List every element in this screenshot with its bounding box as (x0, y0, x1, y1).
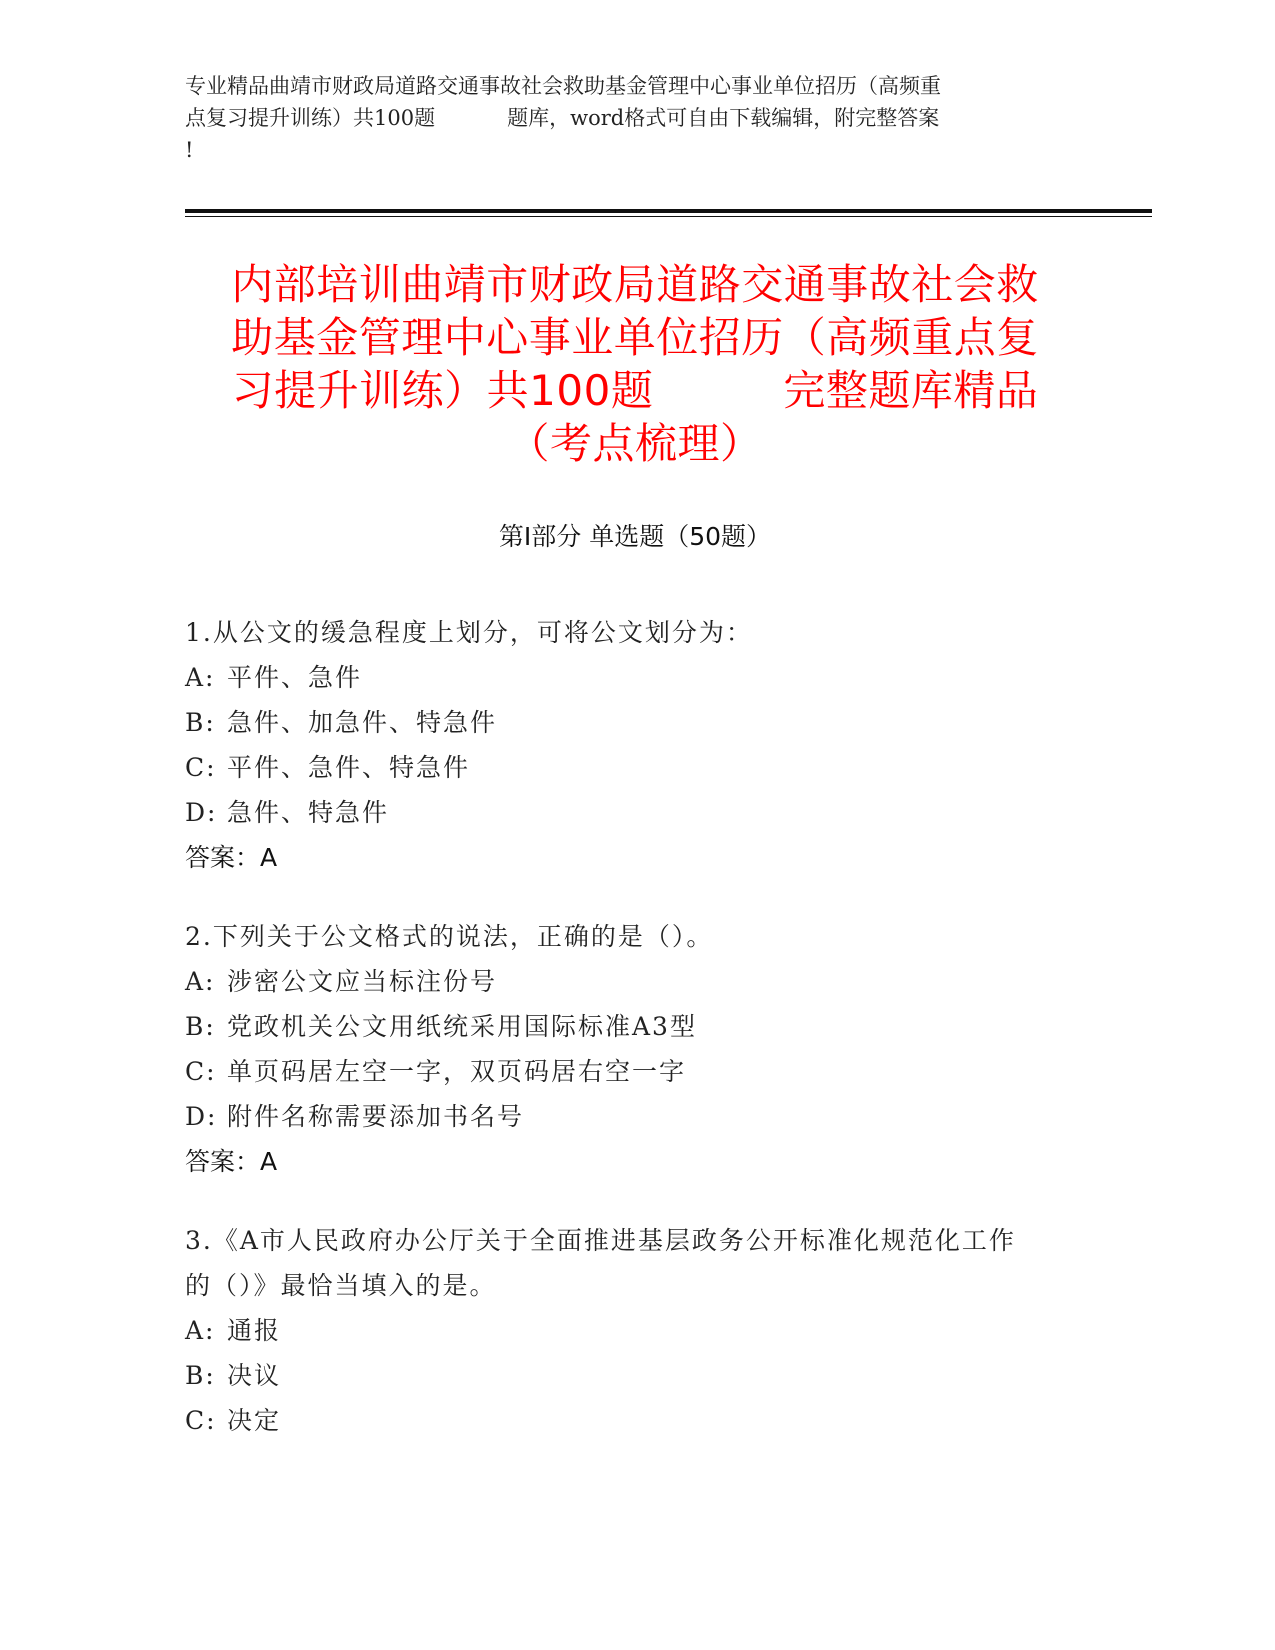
header-note-line2-part1: 点复习提升训练）共100题 (185, 106, 436, 130)
option-letter: C: (185, 753, 217, 782)
option-letter: A: (185, 663, 216, 692)
option-a (185, 655, 1085, 700)
option-d (185, 1094, 1085, 1139)
title-line2: 助基金管理中心事业单位招历（高频重点复 (231, 313, 1039, 362)
option-c (185, 1398, 1085, 1443)
header-note-line1: 专业精品曲靖市财政局道路交通事故社会救助基金管理中心事业单位招历（高频重 (185, 74, 941, 98)
option-b (185, 1004, 1085, 1049)
answer-label: 答案：A (185, 1147, 278, 1176)
option-letter: B: (185, 1012, 216, 1041)
option-letter: B: (185, 708, 216, 737)
option-a (185, 1308, 1085, 1353)
title-line3 (185, 364, 1085, 417)
option-text: 涉密公文应当标注份号 (227, 967, 498, 996)
option-text: 单页码居左空一字，双页码居右空一字 (227, 1057, 687, 1086)
option-letter: D: (185, 1102, 218, 1131)
header-note (185, 70, 1085, 166)
option-b (185, 700, 1085, 745)
document-title (185, 258, 1085, 470)
option-c (185, 745, 1085, 790)
option-text: 决议 (227, 1361, 282, 1390)
question-stem-line2: 的（）》最恰当填入的是。 (185, 1271, 497, 1300)
option-text: 决定 (227, 1406, 282, 1435)
question-1 (185, 610, 1085, 880)
question-stem: 1.从公文的缓急程度上划分，可将公文划分为： (185, 618, 753, 647)
title-line1: 内部培训曲靖市财政局道路交通事故社会救 (231, 260, 1039, 309)
option-a (185, 959, 1085, 1004)
header-note-line3: ! (185, 138, 194, 162)
header-rule-thin (185, 216, 1152, 217)
header-rule-thick (185, 209, 1152, 213)
option-text: 急件、特急件 (227, 798, 390, 827)
question-3 (185, 1218, 1085, 1443)
option-text: 平件、急件 (227, 663, 363, 692)
header-note-line2 (185, 102, 1085, 134)
question-stem: 2.下列关于公文格式的说法，正确的是（）。 (185, 922, 714, 951)
title-line3-part2: 完整题库精品 (783, 366, 1039, 415)
option-b (185, 1353, 1085, 1398)
option-letter: B: (185, 1361, 216, 1390)
option-letter: A: (185, 1316, 216, 1345)
title-line3-part1: 习提升训练）共100题 (231, 366, 654, 415)
option-text: 通报 (227, 1316, 282, 1345)
header-note-line2-part2: 题库，word格式可自由下载编辑，附完整答案 (507, 106, 940, 130)
option-text: 附件名称需要添加书名号 (227, 1102, 525, 1131)
option-letter: C: (185, 1057, 217, 1086)
question-2 (185, 914, 1085, 1184)
section-title: 第Ⅰ部分 单选题（50题） (498, 522, 772, 551)
option-d (185, 790, 1085, 835)
answer-label: 答案：A (185, 843, 278, 872)
option-text: 急件、加急件、特急件 (227, 708, 498, 737)
question-stem-line1: 3.《A市人民政府办公厅关于全面推进基层政务公开标准化规范化工作 (185, 1226, 1016, 1255)
option-c (185, 1049, 1085, 1094)
option-letter: A: (185, 967, 216, 996)
option-text: 党政机关公文用纸统采用国际标准A3型 (227, 1012, 697, 1041)
option-text: 平件、急件、特急件 (227, 753, 471, 782)
title-line4: （考点梳理） (507, 419, 763, 468)
question-list (185, 610, 1085, 1477)
option-letter: D: (185, 798, 218, 827)
option-letter: C: (185, 1406, 217, 1435)
